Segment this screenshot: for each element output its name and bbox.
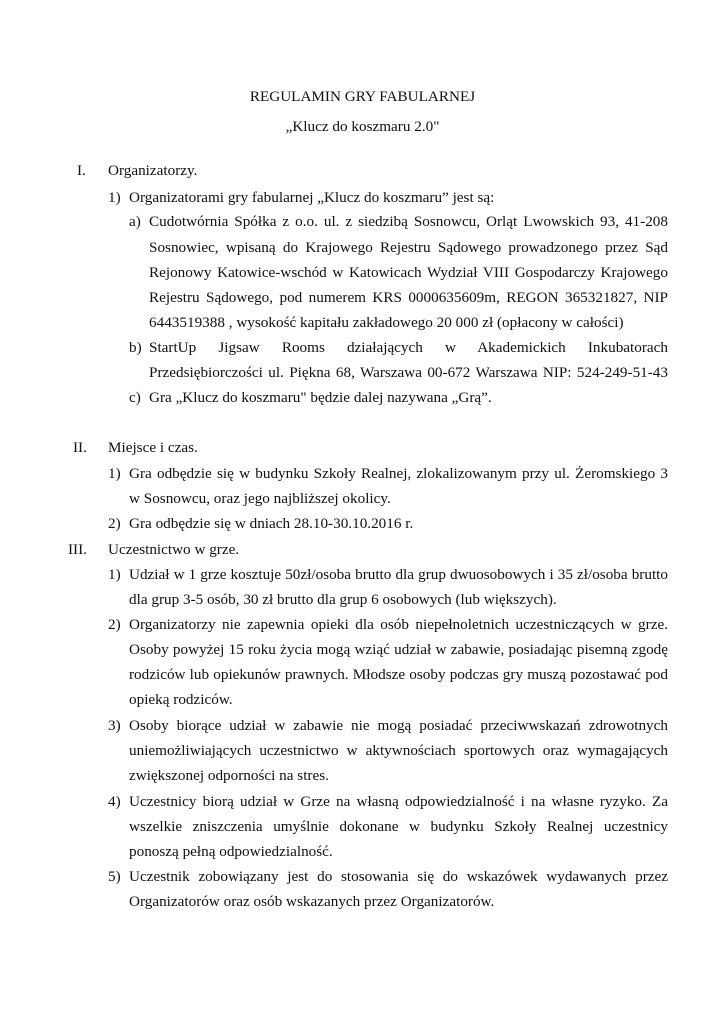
item-line: Osoby biorące udział w zabawie nie mogą posiadać przeciwwskazań zdrowotnych	[129, 717, 668, 734]
subitem-line: Rejonowy Katowice-wschód w Katowicach Wydział VIII Gospodarczy Krajowego	[149, 264, 668, 281]
item-line: Organizatorzy nie zapewnia opieki dla osób niepełnoletnich uczestniczących w grze.	[129, 616, 668, 633]
item-line: ponoszą pełną odpowiedzialność.	[129, 843, 333, 860]
item-line: Uczestnik zobowiązany jest do stosowania się do wskazówek wydawanych przez	[129, 868, 668, 885]
item-number: 2)	[108, 515, 121, 532]
item-line: uniemożliwiających uczestnictwo w aktywnościach sportowych oraz wymagających	[129, 742, 668, 759]
item-text: Organizatorami gry fabularnej „Klucz do koszmaru” jest są:	[129, 189, 495, 206]
item-line: w Sosnowcu, oraz jego najbliższej okolicy.	[129, 490, 391, 507]
item-number: 4)	[108, 793, 121, 810]
subitem-line: Przedsiębiorczości ul. Piękna 68, Warszawa 00-672 Warszawa NIP: 524-249-51-43	[149, 364, 668, 381]
item-line: zwiększonej odporności na stres.	[129, 767, 329, 784]
item-number: 2)	[108, 616, 121, 633]
item-number: 3)	[108, 717, 121, 734]
subitem-number: c)	[129, 389, 141, 406]
item-line: opieką rodziców.	[129, 691, 233, 708]
item-line: Osoby powyżej 15 roku życia mogą wziąć udział w zabawie, posiadając pisemną zgodę	[129, 641, 668, 658]
section-number: III.	[68, 541, 87, 558]
item-number: 5)	[108, 868, 121, 885]
item-number: 1)	[108, 566, 121, 583]
subitem-line: Gra „Klucz do koszmaru" będzie dalej nazywana „Grą”.	[149, 389, 492, 406]
document-subtitle: „Klucz do koszmaru 2.0"	[285, 118, 440, 135]
section-heading: Organizatorzy.	[108, 162, 198, 179]
item-line: Gra odbędzie się w dniach 28.10-30.10.2016 r.	[129, 515, 414, 532]
item-line: Udział w 1 grze kosztuje 50zł/osoba brutto dla grup dwuosobowych i 35 zł/osoba brutto	[129, 566, 668, 583]
subitem-line: StartUp Jigsaw Rooms działających w Akademickich Inkubatorach	[149, 339, 668, 356]
subitem-line: 6443519388 , wysokość kapitału zakładowego 20 000 zł (opłacony w całości)	[149, 314, 624, 331]
section-heading: Miejsce i czas.	[108, 439, 198, 456]
item-line: Gra odbędzie się w budynku Szkoły Realnej, zlokalizowanym przy ul. Żeromskiego 3	[129, 465, 668, 482]
item-line: Organizatorów oraz osób wskazanych przez Organizatorów.	[129, 893, 495, 910]
item-number: 1)	[108, 465, 121, 482]
subitem-number: a)	[129, 213, 141, 230]
document-title: REGULAMIN GRY FABULARNEJ	[249, 88, 476, 105]
subitem-line: Sosnowiec, wpisaną do Krajowego Rejestru Sądowego prowadzonego przez Sąd	[149, 239, 668, 256]
item-number: 1)	[108, 189, 121, 206]
subitem-number: b)	[129, 339, 142, 356]
section-heading: Uczestnictwo w grze.	[108, 541, 240, 558]
item-line: dla grup 3-5 osób, 30 zł brutto dla grup 6 osobowych (lub większych).	[129, 591, 557, 608]
subitem-line: Cudotwórnia Spółka z o.o. ul. z siedzibą Sosnowcu, Orląt Lwowskich 93, 41-208	[149, 213, 668, 230]
subitem-line: Rejestru Sądowego, pod numerem KRS 0000635609m, REGON 365321827, NIP	[149, 289, 668, 306]
item-line: wszelkie zniszczenia umyślnie dokonane w budynku Szkoły Realnej uczestnicy	[129, 818, 668, 835]
item-line: rodziców lub opiekunów prawnych. Młodsze osoby podczas gry muszą pozostawać pod	[129, 666, 668, 683]
section-number: II.	[73, 439, 87, 456]
item-line: Uczestnicy biorą udział w Grze na własną odpowiedzialność i na własne ryzyko. Za	[129, 793, 668, 810]
section-number: I.	[77, 162, 86, 179]
